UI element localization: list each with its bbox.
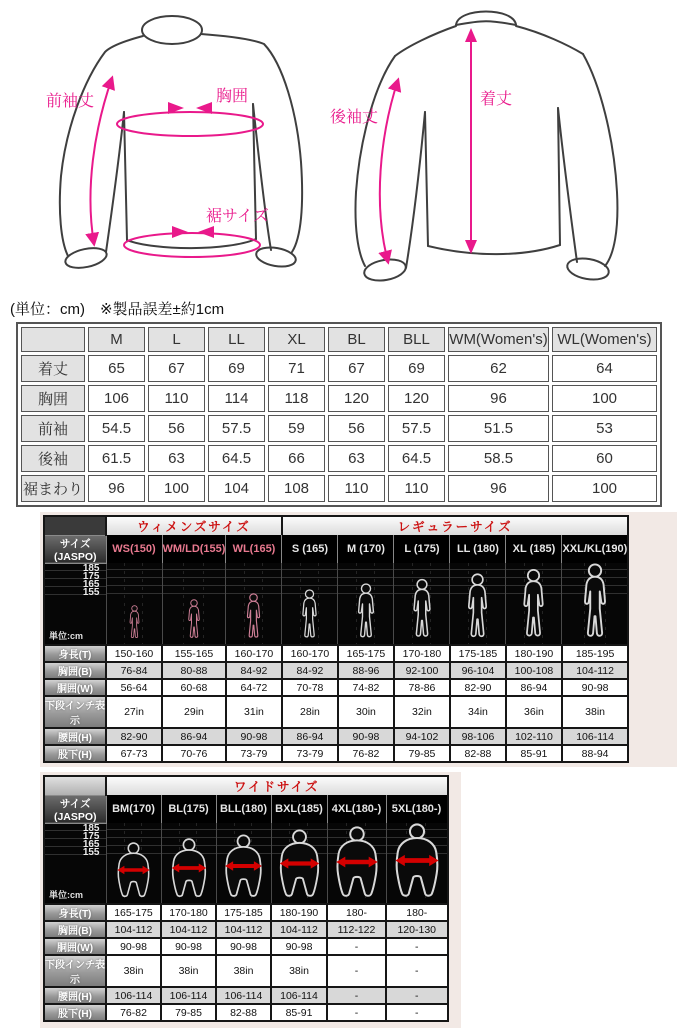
figure-cell — [506, 563, 562, 645]
row-label: 着丈 — [21, 355, 85, 382]
measurement-value: 175-185 — [450, 645, 506, 662]
measurement-value: 67-73 — [106, 745, 162, 762]
table-cell: 63 — [328, 445, 385, 472]
measurement-value: 36in — [506, 696, 562, 728]
height-scale-values — [82, 562, 100, 598]
table-cell: 67 — [328, 355, 385, 382]
chart-data-row — [44, 921, 448, 938]
scale-value: 165 — [82, 578, 100, 590]
unit-label: 単位:cm — [49, 631, 84, 641]
row-label: 裾まわり — [21, 475, 85, 502]
womens-regular-size-chart — [40, 512, 677, 767]
chart-data-row — [44, 728, 628, 745]
measurement-value: 85-91 — [506, 745, 562, 762]
measurement-value: 102-110 — [506, 728, 562, 745]
person-silhouette — [576, 563, 614, 639]
measurement-value: 185-195 — [562, 645, 628, 662]
measurement-value: 180- — [327, 904, 386, 921]
table-row — [21, 475, 657, 502]
scale-value: 175 — [82, 570, 100, 582]
measurement-value: 92-100 — [394, 662, 450, 679]
table-cell: 56 — [148, 415, 205, 442]
measurement-value: 38in — [106, 955, 161, 987]
size-column-header: LL (180) — [450, 535, 506, 563]
measurement-label: 身長(T) — [44, 645, 106, 662]
chart-data-row — [44, 679, 628, 696]
measurement-value: 155-165 — [162, 645, 226, 662]
column-header: WL(Women's) — [552, 327, 657, 352]
measurement-label: 腰囲(H) — [44, 987, 106, 1004]
figure-cell — [216, 823, 271, 904]
measurement-value: 180- — [386, 904, 448, 921]
table-cell: 106 — [88, 385, 145, 412]
measurement-label: 胸囲(B) — [44, 662, 106, 679]
measurement-value: - — [327, 938, 386, 955]
back-jacket-outline — [355, 12, 617, 284]
person-silhouette — [165, 838, 213, 898]
chart-data-row — [44, 745, 628, 762]
measurement-value: 64-72 — [226, 679, 282, 696]
measurement-value: 96-104 — [450, 662, 506, 679]
measurement-value: 32in — [394, 696, 450, 728]
garment-size-table — [16, 322, 662, 507]
table-cell: 118 — [268, 385, 325, 412]
table-cell: 120 — [328, 385, 385, 412]
measurement-value: 90-98 — [562, 679, 628, 696]
length-label: 着丈 — [480, 91, 513, 108]
table-cell: 58.5 — [448, 445, 549, 472]
chart-data-row — [44, 1004, 448, 1021]
measurement-label: 下段インチ表示 — [44, 955, 106, 987]
measurement-value: 38in — [271, 955, 327, 987]
table-cell: 56 — [328, 415, 385, 442]
unit-note: (単位：cm) ※製品誤差±約1cm — [10, 301, 225, 318]
table-cell: 66 — [268, 445, 325, 472]
column-header: M — [88, 327, 145, 352]
scale-value: 185 — [82, 822, 100, 834]
measurement-value: - — [327, 1004, 386, 1021]
size-column-header: L (175) — [394, 535, 450, 563]
person-silhouette — [184, 599, 204, 639]
measurement-value: 78-86 — [394, 679, 450, 696]
measurement-value: 86-94 — [282, 728, 338, 745]
table-cell: 114 — [208, 385, 265, 412]
measurement-value: 76-82 — [106, 1004, 161, 1021]
wide-size-chart — [40, 772, 461, 1028]
column-header: XL — [268, 327, 325, 352]
height-scale — [44, 823, 106, 904]
person-silhouette — [516, 568, 551, 639]
size-column-header: S (165) — [282, 535, 338, 563]
table-cell: 108 — [268, 475, 325, 502]
person-silhouette — [387, 823, 447, 898]
size-column-header: M (170) — [338, 535, 394, 563]
garment-size-table-head — [21, 327, 657, 352]
table-cell: 59 — [268, 415, 325, 442]
table-cell: 100 — [552, 475, 657, 502]
person-silhouette — [407, 578, 437, 639]
chart-data-row — [44, 904, 448, 921]
size-column-header: 5XL(180-) — [386, 795, 448, 823]
measurement-value: 79-85 — [161, 1004, 216, 1021]
figure-cell — [386, 823, 448, 904]
figure-cell — [562, 563, 628, 645]
measurement-label: 胸囲(B) — [44, 921, 106, 938]
size-column-header: BM(170) — [106, 795, 161, 823]
measurement-value: 150-160 — [106, 645, 162, 662]
table-cell: 104 — [208, 475, 265, 502]
table-cell: 60 — [552, 445, 657, 472]
garment-size-table-body — [21, 355, 657, 502]
column-header: LL — [208, 327, 265, 352]
measurement-value: 30in — [338, 696, 394, 728]
size-column-header: XL (185) — [506, 535, 562, 563]
back-jacket-diagram — [328, 0, 674, 290]
chart-header-row — [44, 795, 448, 823]
size-column-header: BLL(180) — [216, 795, 271, 823]
chart-title-row — [44, 776, 448, 795]
measurement-value: 160-170 — [282, 645, 338, 662]
row-label: 後袖 — [21, 445, 85, 472]
measurement-value: 170-180 — [161, 904, 216, 921]
hem-label: 裾サイズ — [206, 208, 269, 225]
measurement-value: 27in — [106, 696, 162, 728]
measurement-value: 79-85 — [394, 745, 450, 762]
unit-label: 単位:cm — [49, 890, 84, 900]
measurement-value: 76-82 — [338, 745, 394, 762]
measurement-value: 165-175 — [338, 645, 394, 662]
table-cell: 64 — [552, 355, 657, 382]
scale-value: 155 — [82, 846, 100, 858]
table-cell: 96 — [448, 385, 549, 412]
figure-cell — [162, 563, 226, 645]
size-group-title: ワイドサイズ — [106, 776, 448, 795]
table-cell: 120 — [388, 385, 445, 412]
measurement-value: 104-112 — [271, 921, 327, 938]
arrow-up-icon — [465, 28, 477, 42]
measurement-value: 106-114 — [216, 987, 271, 1004]
measurement-label: 胴囲(W) — [44, 938, 106, 955]
measurement-value: 120-130 — [386, 921, 448, 938]
table-cell: 64.5 — [388, 445, 445, 472]
size-group-title: レギュラーサイズ — [282, 516, 628, 535]
size-column-header: BL(175) — [161, 795, 216, 823]
table-cell: 63 — [148, 445, 205, 472]
measurement-diagrams — [0, 0, 694, 294]
arrow-right-icon — [172, 226, 188, 238]
measurement-value: 90-98 — [106, 938, 161, 955]
measurement-value: 82-88 — [216, 1004, 271, 1021]
measurement-value: 90-98 — [271, 938, 327, 955]
row-label: 前袖 — [21, 415, 85, 442]
table-cell: 69 — [208, 355, 265, 382]
scale-value: 155 — [82, 586, 100, 598]
jaspo-size-header: サイズ(JASPO) — [44, 535, 106, 563]
measurement-value: 76-84 — [106, 662, 162, 679]
table-cell: 57.5 — [388, 415, 445, 442]
arrow-left-icon — [198, 226, 214, 238]
measurement-value: 38in — [216, 955, 271, 987]
measurement-value: 106-114 — [271, 987, 327, 1004]
table-row — [21, 445, 657, 472]
front-annotations — [46, 78, 269, 257]
measurement-value: - — [386, 955, 448, 987]
row-label: 胸囲 — [21, 385, 85, 412]
chart-data-row — [44, 645, 628, 662]
table-cell: 110 — [148, 385, 205, 412]
size-column-header: XXL/KL(190) — [562, 535, 628, 563]
figure-cell — [271, 823, 327, 904]
table-cell: 69 — [388, 355, 445, 382]
table-cell: 54.5 — [88, 415, 145, 442]
figure-cell — [282, 563, 338, 645]
measurement-value: 29in — [162, 696, 226, 728]
chart-header-row — [44, 535, 628, 563]
figure-cell — [327, 823, 386, 904]
measurement-value: 104-112 — [161, 921, 216, 938]
person-silhouette — [297, 589, 322, 639]
person-silhouette — [126, 605, 143, 639]
scale-value: 185 — [82, 562, 100, 574]
person-silhouette — [242, 593, 265, 639]
chart-data-row — [44, 955, 448, 987]
measurement-value: 82-90 — [106, 728, 162, 745]
jaspo-size-chart — [43, 775, 449, 1022]
measurement-value: 104-112 — [562, 662, 628, 679]
chart-title-row — [44, 516, 628, 535]
measurement-value: 70-78 — [282, 679, 338, 696]
size-group-title: ウィメンズサイズ — [106, 516, 282, 535]
column-header: L — [148, 327, 205, 352]
table-cell: 110 — [388, 475, 445, 502]
figure-cell — [338, 563, 394, 645]
table-cell: 51.5 — [448, 415, 549, 442]
size-column-header: 4XL(180-) — [327, 795, 386, 823]
table-cell: 67 — [148, 355, 205, 382]
figure-cell — [106, 563, 162, 645]
jaspo-size-chart — [43, 515, 629, 763]
title-corner — [44, 776, 106, 795]
measurement-label: 胴囲(W) — [44, 679, 106, 696]
column-header: BL — [328, 327, 385, 352]
measurement-label: 股下(H) — [44, 1004, 106, 1021]
chart-figure-row — [44, 823, 448, 904]
chart-data-row — [44, 662, 628, 679]
chest-label: 胸囲 — [216, 88, 249, 105]
measurement-value: 100-108 — [506, 662, 562, 679]
measurement-value: 60-68 — [162, 679, 226, 696]
table-row — [21, 385, 657, 412]
measurement-value: 73-79 — [282, 745, 338, 762]
figure-cell — [106, 823, 161, 904]
table-row — [21, 415, 657, 442]
measurement-value: 175-185 — [216, 904, 271, 921]
scale-value: 175 — [82, 830, 100, 842]
back-sleeve-label: 後袖丈 — [330, 109, 379, 126]
measurement-value: - — [327, 955, 386, 987]
measurement-value: - — [327, 987, 386, 1004]
measurement-value: 34in — [450, 696, 506, 728]
measurement-value: 28in — [282, 696, 338, 728]
measurement-value: 38in — [161, 955, 216, 987]
measurement-value: 82-90 — [450, 679, 506, 696]
table-cell: 71 — [268, 355, 325, 382]
header-row — [21, 327, 657, 352]
table-cell: 96 — [448, 475, 549, 502]
measurement-label: 身長(T) — [44, 904, 106, 921]
chart-figure-row — [44, 563, 628, 645]
table-cell: 53 — [552, 415, 657, 442]
size-column-header: WL(165) — [226, 535, 282, 563]
size-column-header: WS(150) — [106, 535, 162, 563]
person-silhouette — [352, 583, 380, 639]
measurement-value: - — [386, 987, 448, 1004]
figure-cell — [394, 563, 450, 645]
measurement-label: 下段インチ表示 — [44, 696, 106, 728]
scale-value: 165 — [82, 838, 100, 850]
measurement-value: 90-98 — [338, 728, 394, 745]
table-cell: 64.5 — [208, 445, 265, 472]
figure-cell — [226, 563, 282, 645]
table-cell: 110 — [328, 475, 385, 502]
measurement-value: 106-114 — [106, 987, 161, 1004]
table-cell: 100 — [552, 385, 657, 412]
measurement-value: 98-106 — [450, 728, 506, 745]
chart-data-row — [44, 696, 628, 728]
front-sleeve-label: 前袖丈 — [46, 93, 95, 110]
person-silhouette — [111, 842, 156, 898]
height-scale — [44, 563, 106, 645]
measurement-value: 170-180 — [394, 645, 450, 662]
figure-cell — [161, 823, 216, 904]
measurement-value: 88-94 — [562, 745, 628, 762]
measurement-value: 85-91 — [271, 1004, 327, 1021]
chart-data-row — [44, 938, 448, 955]
chart-data-row — [44, 987, 448, 1004]
measurement-value: 90-98 — [226, 728, 282, 745]
column-header: BLL — [388, 327, 445, 352]
measurement-value: 84-92 — [282, 662, 338, 679]
measurement-value: 180-190 — [271, 904, 327, 921]
table-cell: 65 — [88, 355, 145, 382]
measurement-value: 90-98 — [161, 938, 216, 955]
measurement-value: 165-175 — [106, 904, 161, 921]
table-cell: 61.5 — [88, 445, 145, 472]
measurement-value: 82-88 — [450, 745, 506, 762]
measurement-value: 86-94 — [162, 728, 226, 745]
measurement-value: 84-92 — [226, 662, 282, 679]
chest-measure-ellipse — [117, 112, 263, 136]
figure-cell — [450, 563, 506, 645]
table-cell: 96 — [88, 475, 145, 502]
size-column-header: WM/LD(155) — [162, 535, 226, 563]
table-row — [21, 355, 657, 382]
measurement-value: 86-94 — [506, 679, 562, 696]
table-cell: 62 — [448, 355, 549, 382]
measurement-value: 73-79 — [226, 745, 282, 762]
measurement-value: 104-112 — [106, 921, 161, 938]
person-silhouette — [218, 834, 269, 898]
front-jacket-diagram — [20, 0, 332, 288]
measurement-value: 70-76 — [162, 745, 226, 762]
measurement-value: 106-114 — [562, 728, 628, 745]
person-silhouette — [461, 573, 494, 639]
measurement-value: 160-170 — [226, 645, 282, 662]
measurement-value: 56-64 — [106, 679, 162, 696]
size-column-header: BXL(185) — [271, 795, 327, 823]
measurement-value: 38in — [562, 696, 628, 728]
table-cell: 100 — [148, 475, 205, 502]
measurement-value: 31in — [226, 696, 282, 728]
measurement-value: - — [386, 938, 448, 955]
measurement-value: 104-112 — [216, 921, 271, 938]
measurement-label: 腰囲(H) — [44, 728, 106, 745]
jaspo-size-header: サイズ(JASPO) — [44, 795, 106, 823]
back-sleeve-measure-arrow — [380, 80, 398, 262]
measurement-label: 股下(H) — [44, 745, 106, 762]
table-cell: 57.5 — [208, 415, 265, 442]
measurement-value: 106-114 — [161, 987, 216, 1004]
measurement-value: 88-96 — [338, 662, 394, 679]
measurement-value: 80-88 — [162, 662, 226, 679]
measurement-value: 74-82 — [338, 679, 394, 696]
measurement-value: 90-98 — [216, 938, 271, 955]
title-corner — [44, 516, 106, 535]
person-silhouette — [272, 829, 327, 898]
measurement-value: 112-122 — [327, 921, 386, 938]
measurement-value: 180-190 — [506, 645, 562, 662]
column-header: WM(Women's) — [448, 327, 549, 352]
measurement-value: 94-102 — [394, 728, 450, 745]
measurement-value: - — [386, 1004, 448, 1021]
height-scale-values — [82, 822, 100, 858]
person-silhouette — [328, 826, 386, 898]
column-header — [21, 327, 85, 352]
